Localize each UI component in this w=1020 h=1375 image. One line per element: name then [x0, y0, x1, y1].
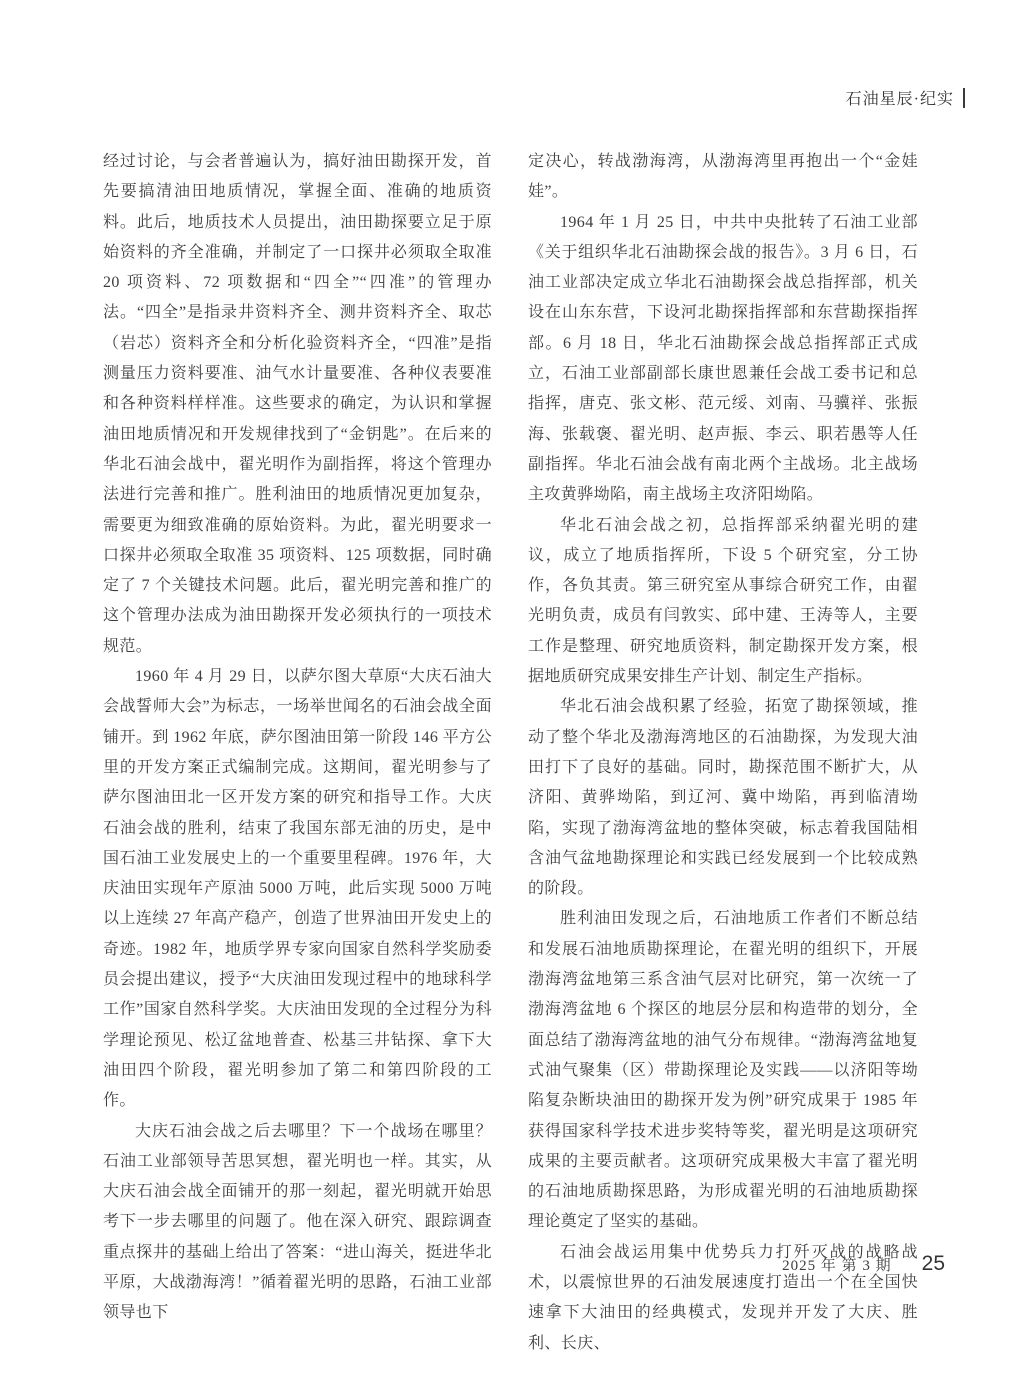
page-header — [846, 86, 965, 109]
paragraph: 大庆石油会战之后去哪里？下一个战场在哪里？石油工业部领导苦思冥想，翟光明也一样。其实，从大庆石油会战全面铺开的那一刻起，翟光明就开始思考下一步去哪里的问题了。他在深入研究、跟踪调查重点探井的基础上给出了答案：“进山海关，挺进华北平原，大战渤海湾！”循着翟光明的思路，石油工业部领导也下 — [103, 1122, 492, 1322]
paragraph: 1960 年 4 月 29 日，以萨尔图大草原“大庆石油大会战誓师大会”为标志，一场举世闻名的石油会战全面铺开。到 1962 年底，萨尔图油田第一阶段 146 平方公里的开发方案正式编制完成。这期间，翟光明参与了萨尔图油田北一区开发方案的研究和指导工作。大庆石油会战的胜利，结束了我国东部无油的历史，是中国石油工业发展史上的一个重要里程碑。1976 年，大庆油田实现年产原油 5000 万吨，此后实现 5000 万吨以上连续 27 年高产稳产，创造了世界油田开发史上的奇迹。1982 年，地质学界专家向国家自然科学奖励委员会提出建议，授予“大庆油田发现过程中的地球科学工作”国家自然科学奖。大庆油田发现的全过程分为科学理论预见、松辽盆地普查、松基三井钻探、拿下大油田四个阶段，翟光明参加了第二和第四阶段的工作。 — [103, 668, 492, 1110]
paragraph: 1964 年 1 月 25 日，中共中央批转了石油工业部《关于组织华北石油勘探会战的报告》。3 月 6 日，石油工业部决定成立华北石油勘探会战总指挥部，机关设在山东东营，下设河北勘探指挥部和东营勘探指挥部。6 月 18 日，华北石油勘探会战总指挥部正式成立，石油工业部副部长康世恩兼任会战工委书记和总指挥，唐克、张文彬、范元绥、刘南、马骥祥、张振海、张载褒、翟光明、赵声振、李云、职若愚等人任副指挥。华北石油会战有南北两个主战场。北主战场主攻黄骅坳陷，南主战场主攻济阳坳陷。 — [528, 213, 918, 504]
left-column — [103, 147, 492, 1329]
paragraph: 华北石油会战积累了经验，拓宽了勘探领域，推动了整个华北及渤海湾地区的石油勘探，为发现大油田打下了良好的基础。同时，勘探范围不断扩大，从济阳、黄骅坳陷，到辽河、冀中坳陷，再到临清坳陷，实现了渤海湾盆地的整体突破，标志着我国陆相含油气盆地勘探理论和实践已经发展到一个比较成熟的阶段。 — [528, 698, 918, 898]
page-number: 25 — [921, 1252, 945, 1275]
paragraph: 石油会战运用集中优势兵力打歼灭战的战略战术，以震惊世界的石油发展速度打造出一个在全国快速拿下大油田的经典模式，发现并开发了大庆、胜利、长庆、 — [528, 1243, 918, 1352]
paragraph: 经过讨论，与会者普遍认为，搞好油田勘探开发，首先要搞清油田地质情况，掌握全面、准确的地质资料。此后，地质技术人员提出，油田勘探要立足于原始资料的齐全准确，并制定了一口探井必须取全取准 20 项资料、72 项数据和“四全”“四准”的管理办法。“四全”是指录井资料齐全、测井资料齐全、取芯（岩芯）资料齐全和分析化验资料齐全，“四准”是指测量压力资料要准、油气水计量要准、各种仪表要准和各种资料样样准。这些要求的确定，为认识和掌握油田地质情况和开发规律找到了“金钥匙”。在后来的华北石油会战中，翟光明作为副指挥，将这个管理办法进行完善和推广。胜利油田的地质情况更加复杂，需要更为细致准确的原始资料。为此，翟光明要求一口探井必须取全取准 35 项资料、125 项数据，同时确定了 7 个关键技术问题。此后，翟光明完善和推广的这个管理办法成为油田勘探开发必须执行的一项技术规范。 — [103, 153, 492, 655]
paragraph: 胜利油田发现之后，石油地质工作者们不断总结和发展石油地质勘探理论，在翟光明的组织下，开展渤海湾盆地第三系含油气层对比研究，第一次统一了渤海湾盆地 6 个探区的地层分层和构造带的划分，全面总结了渤海湾盆地的油气分布规律。“渤海湾盆地复式油气聚集（区）带勘探理论及实践——以济阳等坳陷复杂断块油田的勘探开发为例”研究成果于 1985 年获得国家科学技术进步奖特等奖，翟光明是这项研究成果的主要贡献者。这项研究成果极大丰富了翟光明的石油地质勘探思路，为形成翟光明的石油地质勘探理论奠定了坚实的基础。 — [528, 910, 918, 1231]
header-divider — [963, 88, 965, 108]
section-label: 石油星辰·纪实 — [845, 91, 954, 108]
right-column — [528, 147, 918, 1359]
paragraph: 华北石油会战之初，总指挥部采纳翟光明的建议，成立了地质指挥所，下设 5 个研究室，分工协作，各负其责。第三研究室从事综合研究工作，由翟光明负责，成员有闫敦实、邱中建、王涛等人，主要工作是整理、研究地质资料，制定勘探开发方案，根据地质研究成果安排生产计划、制定生产指标。 — [528, 516, 918, 686]
issue-label: 2025 年 第 3 期 — [782, 1258, 892, 1274]
page-footer — [782, 1252, 945, 1276]
paragraph: 定决心，转战渤海湾，从渤海湾里再抱出一个“金娃娃”。 — [528, 153, 918, 201]
